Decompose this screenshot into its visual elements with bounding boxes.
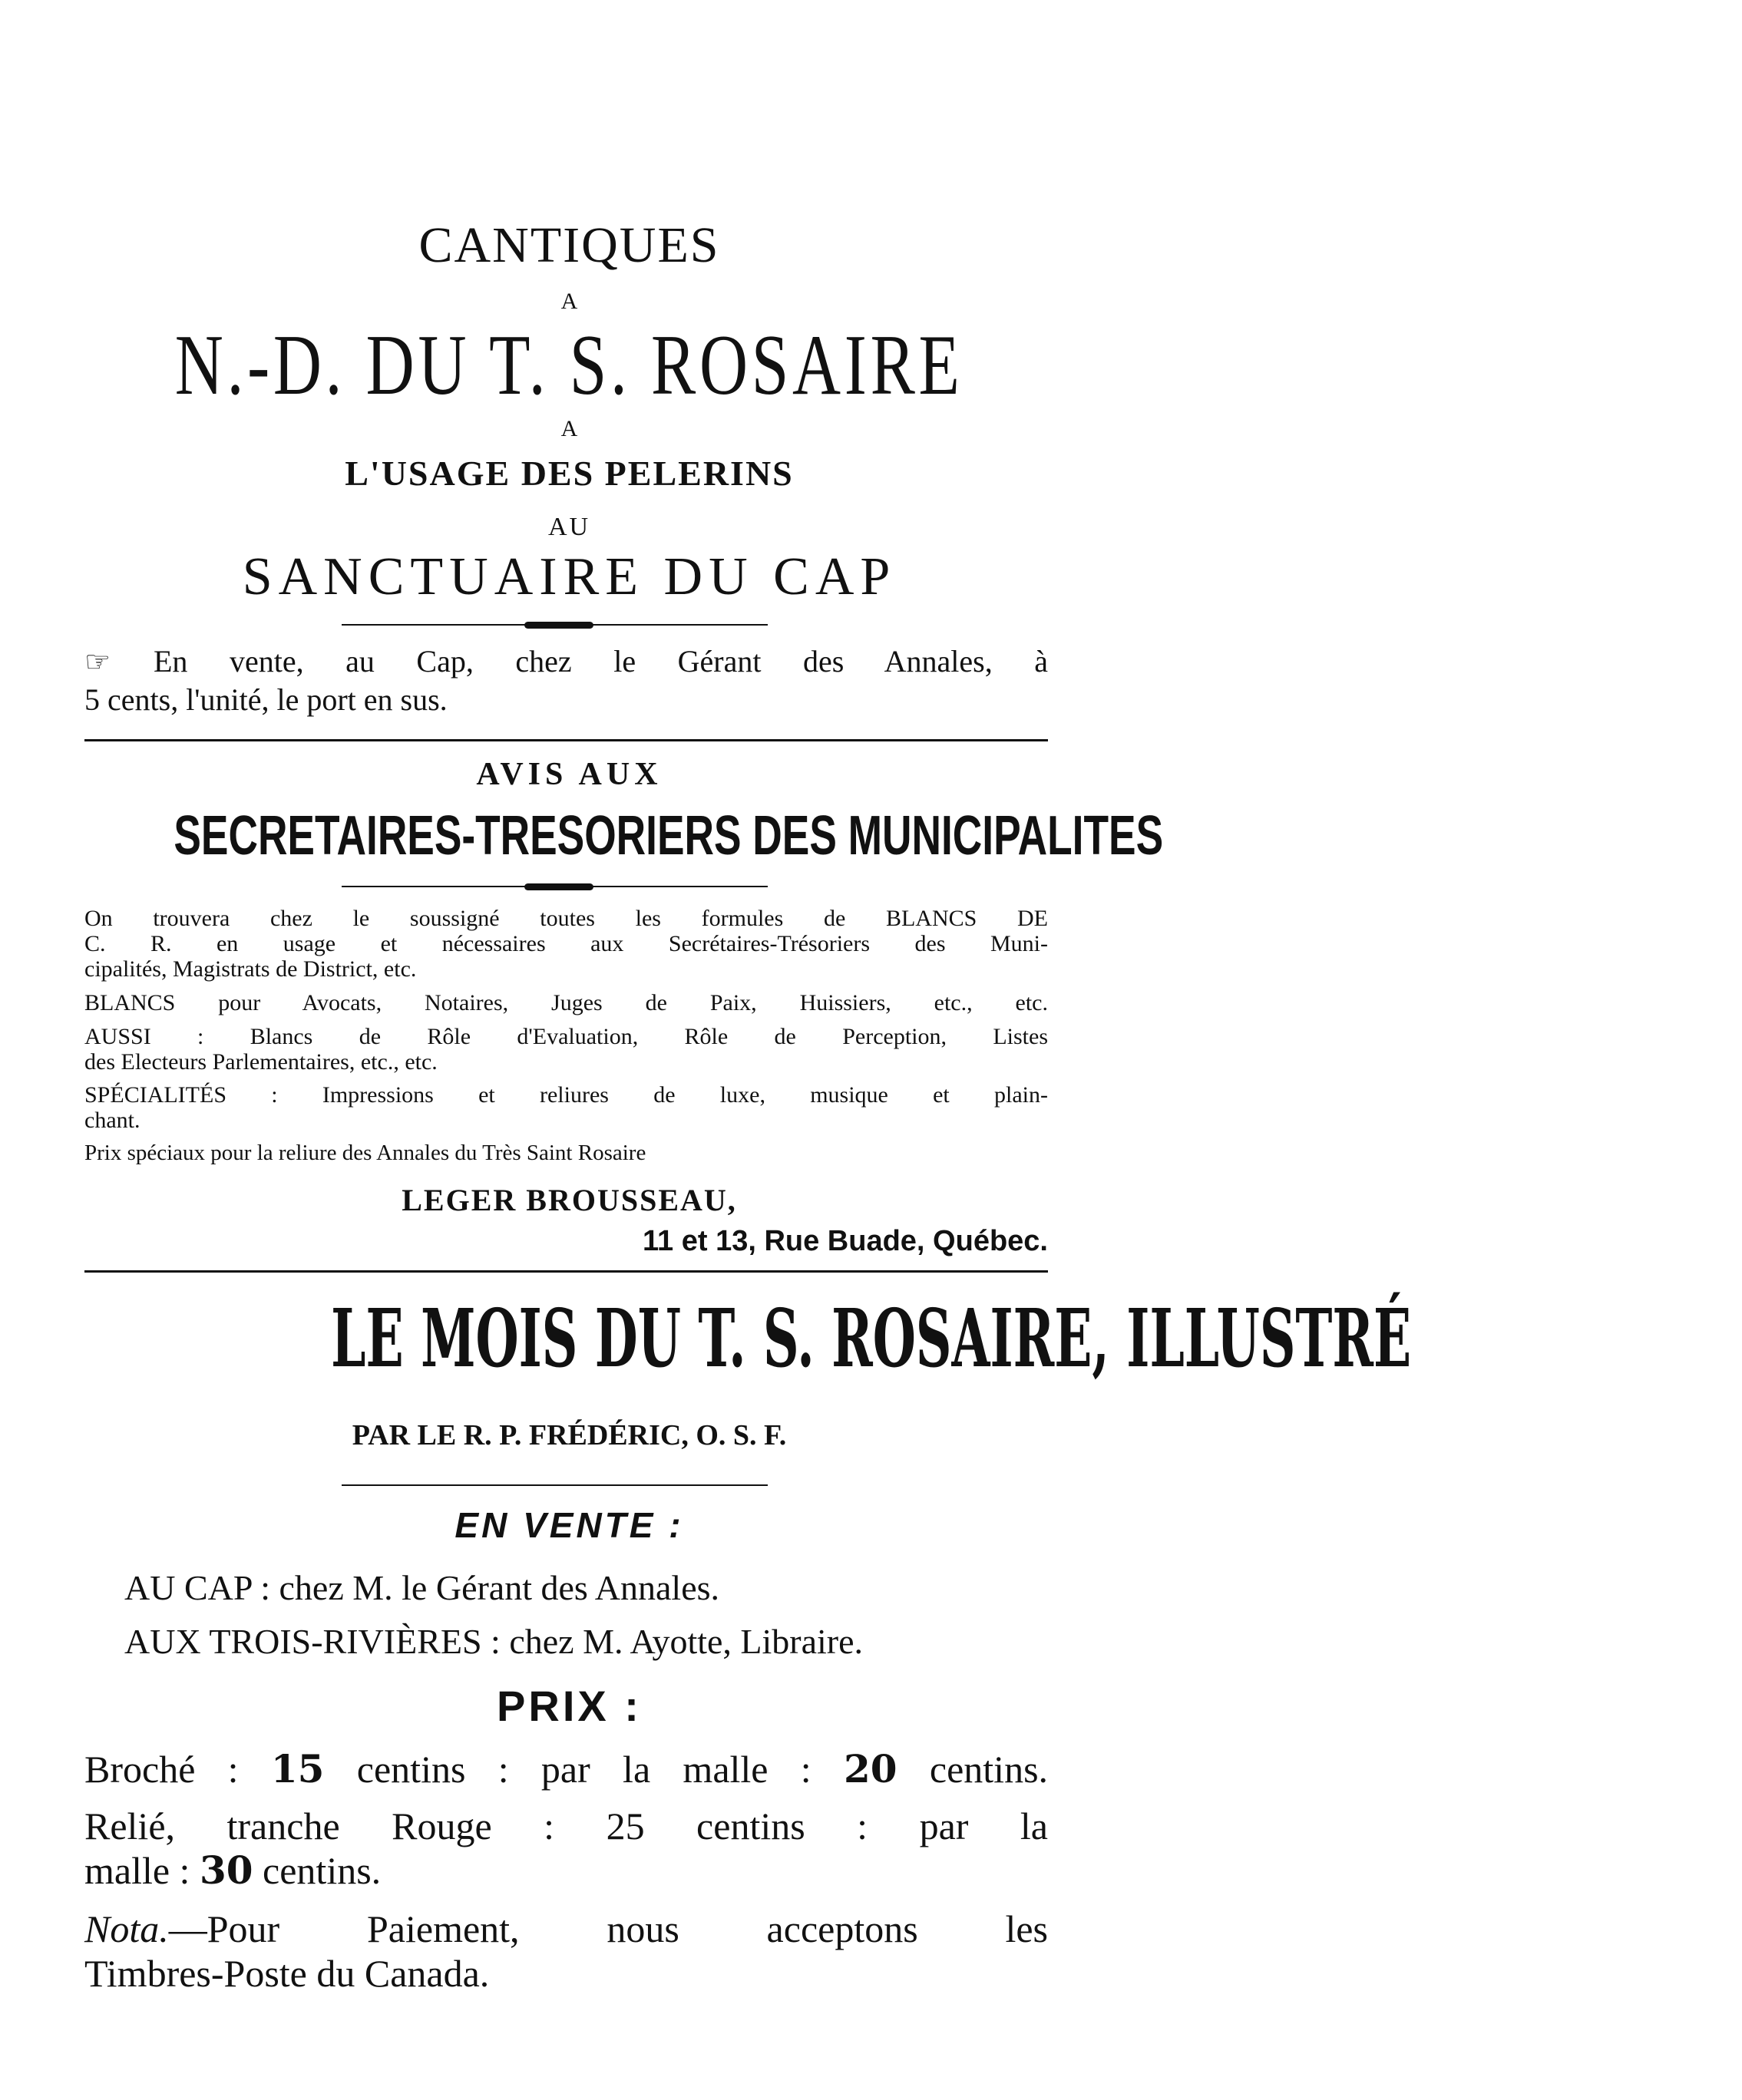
cantiques-main-wrap	[0, 316, 1139, 415]
divider-3	[342, 1484, 768, 1486]
cantiques-title: CANTIQUES	[418, 217, 720, 273]
avis-p3-l1: AUSSI : Blancs de Rôle d'Evaluation, Rôle de Perception, Listes	[84, 1024, 1048, 1049]
mois-author: PAR LE R. P. FRÉDÉRIC, O. S. F.	[352, 1419, 787, 1451]
vente-line-1	[84, 643, 1048, 681]
tr-label: AUX TROIS-RIVIÈRES :	[124, 1622, 501, 1661]
broche-label: Broché :	[84, 1748, 239, 1791]
broche-mid: centins : par la malle :	[356, 1748, 812, 1791]
avis-p4-l2: chant.	[84, 1108, 140, 1133]
avis-subtitle-wrap	[0, 804, 1164, 867]
avis-subtitle: SECRETAIRES-TRESORIERS DES MUNICIPALITES	[174, 805, 1164, 867]
au-label: AU	[547, 513, 591, 541]
sanctuaire-title: SANCTUAIRE DU CAP	[242, 547, 897, 606]
section-rule-2	[84, 1270, 1048, 1273]
nota-line-1	[84, 1907, 1048, 1951]
prix-heading: PRIX :	[497, 1682, 642, 1730]
avis-p3-l2: des Electeurs Parlementaires, etc., etc.	[84, 1049, 438, 1075]
tr-text: chez M. Ayotte, Libraire.	[509, 1622, 864, 1661]
avis-p1-l1: On trouvera chez le soussigné toutes les formules de BLANCS DE	[84, 906, 1048, 931]
cap-label: AU CAP :	[124, 1568, 270, 1607]
mois-title: LE MOIS DU T. S. ROSAIRE, ILLUSTRÉ	[331, 1291, 1412, 1385]
broche-line	[84, 1747, 1048, 1791]
avis-p5: Prix spéciaux pour la reliure des Annales du Très Saint Rosaire	[84, 1141, 646, 1165]
section-rule-1	[84, 739, 1048, 741]
cap-line	[124, 1567, 719, 1608]
cap-text: chez M. le Gérant des Annales.	[279, 1568, 720, 1607]
relie-label: malle :	[84, 1849, 190, 1892]
avis-p2: BLANCS pour Avocats, Notaires, Juges de Paix, Huissiers, etc., etc.	[84, 990, 1048, 1015]
broche-mail-price: 20	[844, 1746, 897, 1791]
broche-price: 15	[270, 1746, 325, 1791]
cantiques-a-1: A	[560, 289, 578, 314]
broche-unit: centins.	[929, 1748, 1049, 1791]
cantiques-main-title: N.-D. DU T. S. ROSAIRE	[175, 318, 964, 413]
relie-mail-price: 30	[199, 1847, 253, 1893]
nota-label: Nota.	[84, 1907, 169, 1950]
usage-title: L'USAGE DES PELERINS	[345, 454, 794, 493]
avis-address: 11 et 13, Rue Buade, Québec.	[643, 1225, 1048, 1257]
relie-line-2	[84, 1848, 1048, 1893]
tr-line	[124, 1621, 863, 1662]
mois-title-wrap	[0, 1291, 1412, 1385]
vente-line-2: 5 cents, l'unité, le port en sus.	[84, 682, 448, 717]
avis-signer: LEGER BROUSSEAU,	[402, 1183, 737, 1217]
nota-line-2: Timbres-Poste du Canada.	[84, 1952, 490, 1995]
avis-title: AVIS AUX	[476, 757, 663, 792]
divider-ornament-1	[524, 622, 593, 629]
pointing-hand-icon: ☞	[84, 646, 111, 679]
relie-unit: centins.	[263, 1849, 382, 1892]
vente-text-1: En vente, au Cap, chez le Gérant des Annales, à	[154, 644, 1048, 679]
avis-p1-l2: C. R. en usage et nécessaires aux Secrétaires-Trésoriers des Muni-	[84, 931, 1048, 956]
divider-ornament-2	[524, 883, 593, 890]
relie-line-1: Relié, tranche Rouge : 25 centins : par la	[84, 1804, 1048, 1847]
avis-p4-l1: SPÉCIALITÉS : Impressions et reliures de luxe, musique et plain-	[84, 1082, 1048, 1108]
nota-text-1: —Pour Paiement, nous acceptons les	[168, 1907, 1048, 1950]
cantiques-a-2: A	[560, 416, 578, 441]
en-vente-heading: EN VENTE :	[455, 1505, 684, 1545]
avis-p1-l3: cipalités, Magistrats de District, etc.	[84, 956, 417, 982]
